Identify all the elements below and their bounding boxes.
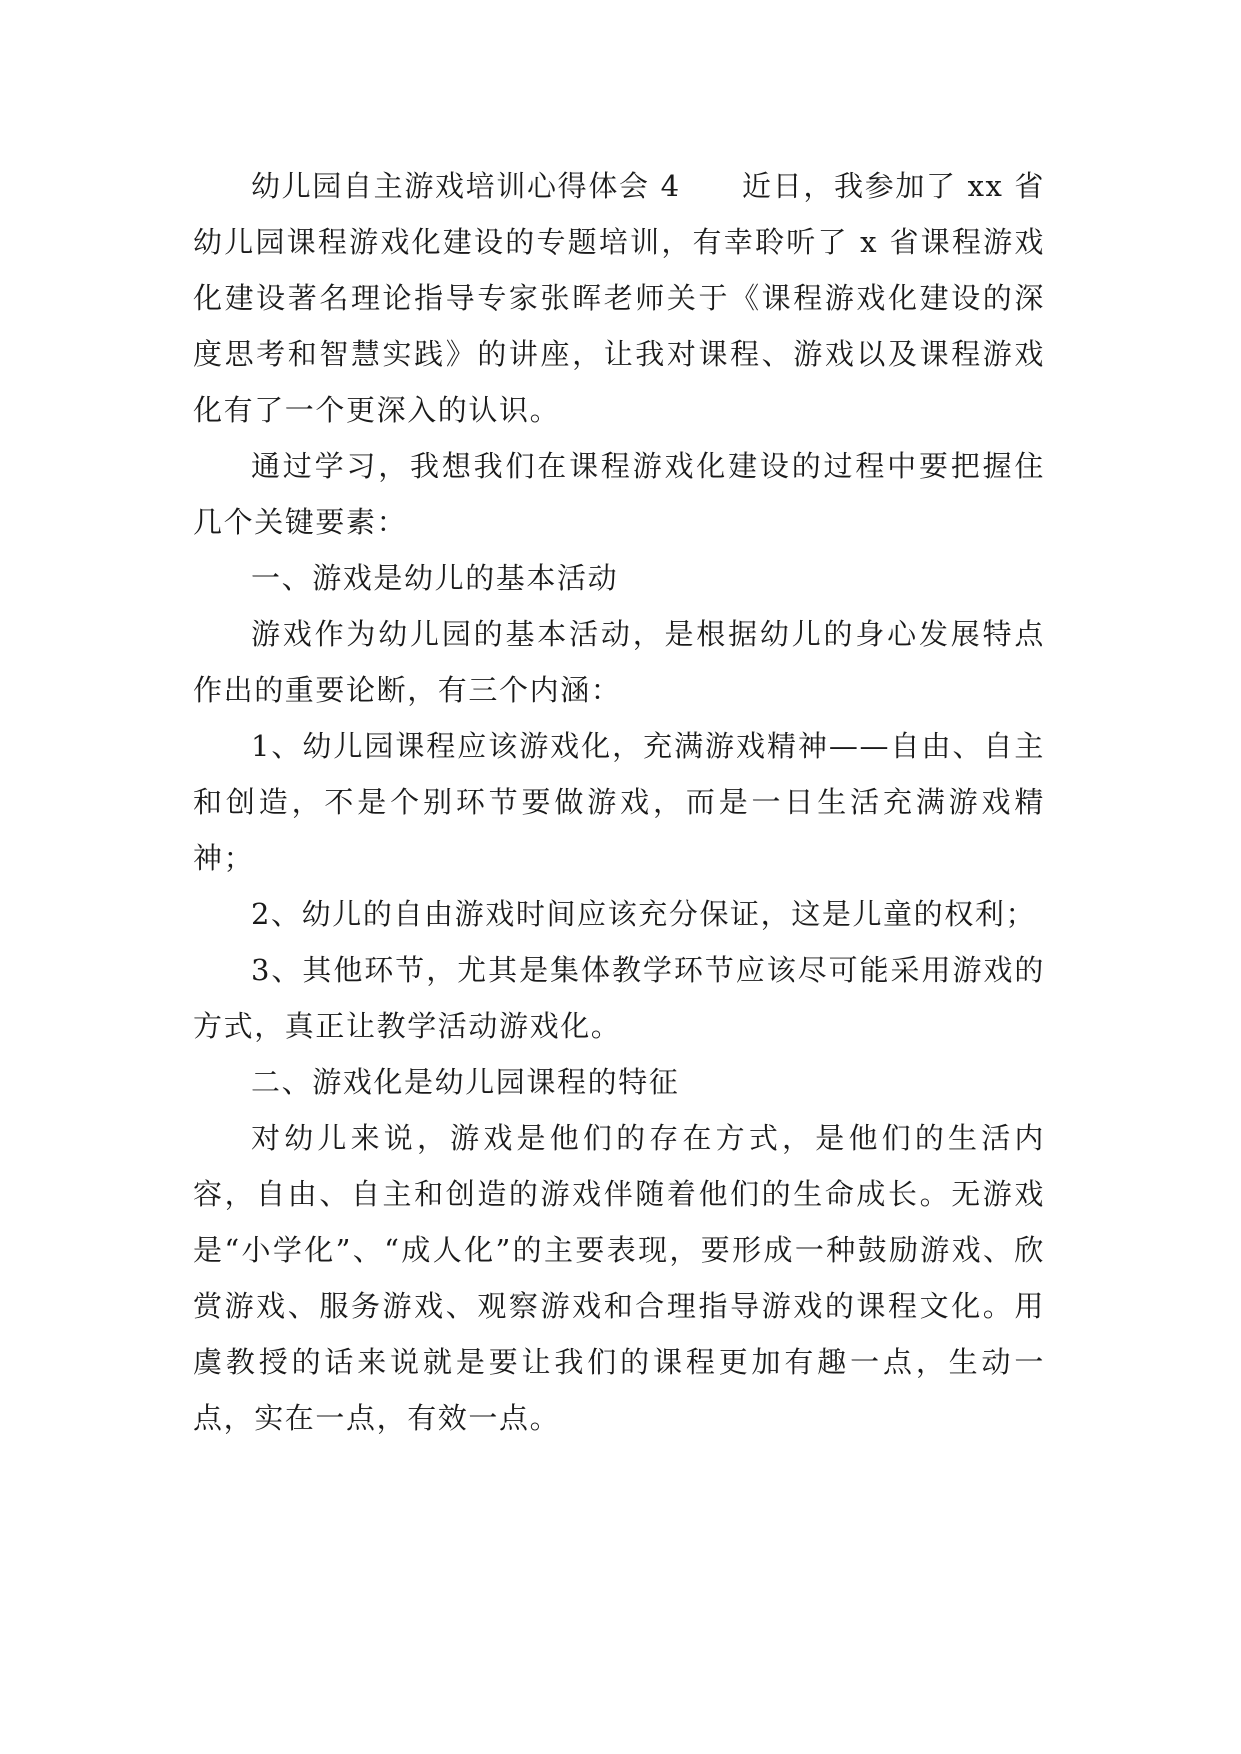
paragraph-intro: 幼儿园自主游戏培训心得体会 4 近日，我参加了 xx 省幼儿园课程游戏化建设的专题培训，有幸聆听了 x 省课程游戏化建设著名理论指导专家张晖老师关于《课程游戏化建设的深度思考和智慧实践》的讲座，让我对课程、游戏以及课程游戏化有了一个更深入的认识。 [193,169,1045,427]
heading-section-two: 二、游戏化是幼儿园课程的特征 [251,1065,680,1099]
list-item-2: 2、幼儿的自由游戏时间应该充分保证，这是儿童的权利； [251,897,1037,931]
document-body [193,158,1045,1446]
paragraph-key-elements: 通过学习，我想我们在课程游戏化建设的过程中要把握住几个关键要素： [193,449,1045,539]
list-item-3: 3、其他环节，尤其是集体教学环节应该尽可能采用游戏的方式，真正让教学活动游戏化。 [193,953,1045,1043]
list-item-1: 1、幼儿园课程应该游戏化，充满游戏精神——自由、自主和创造，不是个别环节要做游戏，而是一日生活充满游戏精神； [193,729,1045,875]
paragraph-section-one-body: 游戏作为幼儿园的基本活动，是根据幼儿的身心发展特点作出的重要论断，有三个内涵： [193,617,1045,707]
heading-section-one: 一、游戏是幼儿的基本活动 [251,561,619,595]
paragraph-section-two-body: 对幼儿来说，游戏是他们的存在方式，是他们的生活内容，自由、自主和创造的游戏伴随着他们的生命成长。无游戏是“小学化”、“成人化”的主要表现，要形成一种鼓励游戏、欣赏游戏、服务游戏、观察游戏和合理指导游戏的课程文化。用虞教授的话来说就是要让我们的课程更加有趣一点，生动一点，实在一点，有效一点。 [193,1121,1045,1435]
